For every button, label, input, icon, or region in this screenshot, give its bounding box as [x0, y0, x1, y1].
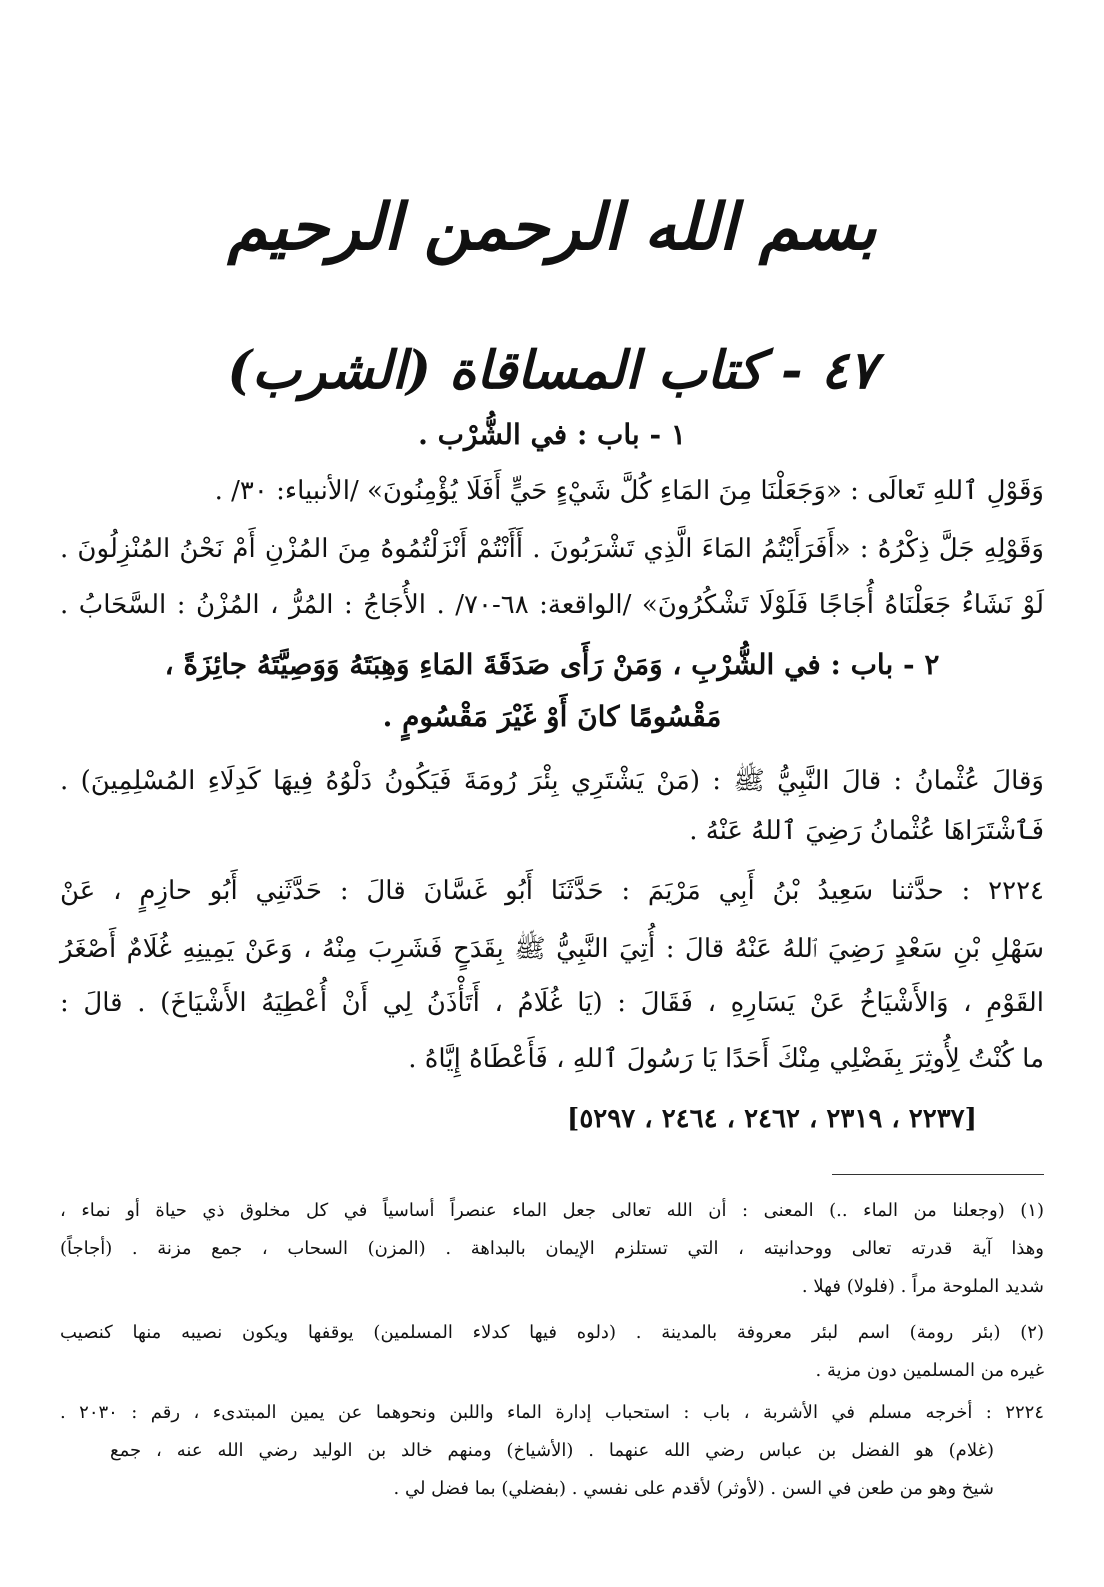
quran-quote-line: لَوْ نَشَاءُ جَعَلْنَاهُ أُجَاجًا فَلَوْلَا تَشْكُرُونَ» /الواقعة: ٦٨-٧٠/ . الأُجَاجُ : المُرُّ ، المُزْنُ : السَّحَابُ .: [60, 590, 1044, 620]
hadith-line: ما كُنْتُ لِأُوثِرَ بِفَضْلِي مِنْكَ أَحَدًا يَا رَسُولَ ٱللهِ ، فَأَعْطَاهُ إِيَّاهُ .: [408, 1044, 1044, 1074]
chapter-heading-1: ١ - باب : في الشُّرْب .: [418, 418, 686, 451]
footnote-divider: [832, 1174, 1044, 1175]
chapter-heading-2: ٢ - باب : في الشُّرْبِ ، وَمَنْ رَأَى صَدَقَةَ المَاءِ وَهِبَتَهُ وَوَصِيَّتَهُ جائِزَةً ،: [164, 648, 940, 681]
quran-quote-line: وَقَوْلِهِ جَلَّ ذِكْرُهُ : «أَفَرَأَيْتُمُ المَاءَ الَّذِي تَشْرَبُونَ . أَأَنْتُمْ أَنْزَلْتُمُوهُ مِنَ المُزْنِ أَمْ نَحْنُ المُنْزِلُونَ .: [60, 534, 1044, 564]
cross-references: [٢٢٣٧ ، ٢٣١٩ ، ٢٤٦٢ ، ٢٤٦٤ ، ٥٢٩٧]: [567, 1104, 977, 1134]
book-title: ٤٧ - كتاب المساقاة (الشرب): [227, 339, 877, 401]
basmala-calligraphy: بسم الله الرحمن الرحيم: [227, 189, 877, 265]
hadith-line: سَهْلِ بْنِ سَعْدٍ رَضِيَ ٱللهُ عَنْهُ قالَ : أُتِيَ النَّبِيُّ ﷺ بِقَدَحٍ فَشَرِبَ مِنْهُ ، وَعَنْ يَمِينِهِ غُلَامٌ أَصْغَرُ: [60, 934, 1044, 964]
footnote-line: ٢٢٢٤ : أخرجه مسلم في الأشربة ، باب : استحباب إدارة الماء واللبن ونحوهما عن يمين المبتدىء ، رقم : ٢٠٣٠ .: [60, 1402, 1044, 1423]
narration-line: وَقالَ عُثْمانُ : قالَ النَّبِيُّ ﷺ : (مَنْ يَشْتَرِي بِئْرَ رُومَةَ فَيَكُونُ دَلْوُهُ فِيهَا كَدِلَاءِ المُسْلِمِينَ) .: [60, 766, 1044, 796]
footnote-line: (١) (وجعلنا من الماء ..) المعنى : أن الله تعالى جعل الماء عنصراً أساسياً في كل مخلوق ذي حياة أو نماء ،: [60, 1200, 1044, 1221]
footnote-line: شديد الملوحة مراً . (فلولا) فهلا .: [801, 1276, 1044, 1297]
footnote-line: غيره من المسلمين دون مزية .: [815, 1360, 1044, 1381]
hadith-line: ٢٢٢٤ : حدَّثنا سَعِيدُ بْنُ أَبِي مَرْيَمَ : حَدَّثَنَا أَبُو غَسَّانَ قالَ : حَدَّثَنِي أَبُو حازِمٍ ، عَنْ: [60, 876, 1044, 906]
narration-line: فَٱشْتَرَاهَا عُثْمانُ رَضِيَ ٱللهُ عَنْهُ .: [689, 816, 1044, 846]
footnote-line: وهذا آية قدرته تعالى ووحدانيته ، التي تستلزم الإيمان بالبداهة . (المزن) السحاب ، جمع مزنة . (أجاجاً): [60, 1238, 1044, 1259]
footnote-line: شيخ وهو من طعن في السن . (لأوثر) لأقدم على نفسي . (بفضلي) بما فضل لي .: [393, 1478, 994, 1499]
footnote-line: (٢) (بئر رومة) اسم لبئر معروفة بالمدينة . (دلوه فيها كدلاء المسلمين) يوقفها ويكون نصيبه منها كنصيب: [60, 1322, 1044, 1343]
chapter-heading-2-continued: مَقْسُومًا كانَ أَوْ غَيْرَ مَقْسُومٍ .: [382, 700, 722, 733]
quran-quote-line: وَقَوْلِ ٱللهِ تَعالَى : «وَجَعَلْنَا مِنَ المَاءِ كُلَّ شَيْءٍ حَيٍّ أَفَلَا يُؤْمِنُونَ» /الأنبياء: ٣٠/ .: [214, 476, 1044, 506]
footnote-line: (غلام) هو الفضل بن عباس رضي الله عنهما . (الأشياخ) ومنهم خالد بن الوليد رضي الله عنه ، جمع: [110, 1440, 994, 1461]
hadith-line: القَوْمِ ، وَالأَشْيَاخُ عَنْ يَسَارِهِ ، فَقَالَ : (يَا غُلَامُ ، أَتَأْذَنُ لِي أَنْ أُعْطِيَهُ الأَشْيَاخَ) . قالَ :: [60, 988, 1044, 1018]
